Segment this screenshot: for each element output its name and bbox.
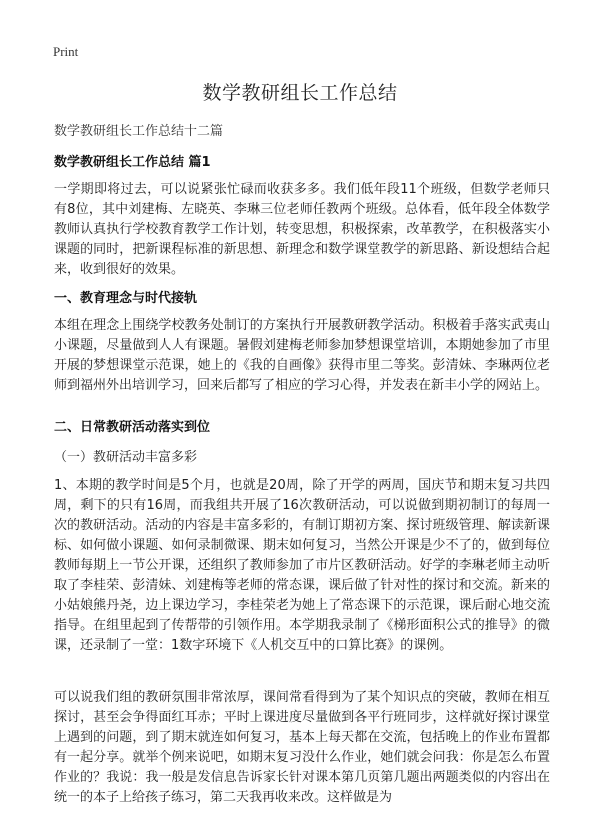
intro-paragraph: 一学期即将过去，可以说紧张忙碌而收获多多。我们低年段11个班级，但数学老师只有8位，其中刘建梅、左晓英、李琳三位老师任教两个班级。总体看，低年段全体数学教师认真执行学校教育教学工作计划，转变思想，积极探索，改革教学，在积极落实小课题的同时，把新课程标准的新思想、新理念和数学课堂教学的新思路、新设想结合起来，收到很好的效果。 xyxy=(54,182,550,277)
article-heading: 数学教研组长工作总结 篇1 xyxy=(54,155,211,170)
section-heading-1: 一、教育理念与时代接轨 xyxy=(54,291,198,306)
subsection-heading: （一）教研活动丰富多彩 xyxy=(54,450,198,465)
section-2-paragraph-2: 可以说我们组的教研氛围非常浓厚，课间常看得到为了某个知识点的突破，教师在相互探讨，甚至会争得面红耳赤；平时上课进度尽量做到各平行班同步，这样就好探讨课堂上遇到的问题，到了期末就连如何复习，基本上每天都在交流，包括晚上的作业布置都有一起分享。就举个例来说吧，如期末复习没什么作业，她们就会问我：你是怎么布置作业的？我说：我一般是发信息告诉家长针对课本第几页第几题出两题类似的内容出在统一的本子上给孩子练习，第二天我再收来改。这样做是为 xyxy=(54,690,550,805)
print-link[interactable]: Print xyxy=(53,44,79,59)
page-title: 数学教研组长工作总结 xyxy=(202,82,398,104)
document-subtitle: 数学教研组长工作总结十二篇 xyxy=(54,124,224,139)
section-2-paragraph: 1、本期的教学时间是5个月，也就是20周，除了开学的两周，国庆节和期末复习共四周，剩下的只有16周，而我组共开展了16次教研活动，可以说做到期初制订的每周一次的教研活动。活动的内容是丰富多彩的，有制订期初方案、探讨班级管理、解读新课标、如何做小课题、如何录制微课、期末如何复习，当然公开课是少不了的，做到每位教师每期上一节公开课，还组织了教师参加了市片区教研活动。好学的李琳老师主动听取了李桂荣、彭清妹、刘建梅等老师的常态课，课后做了针对性的探讨和交流。新来的小姑娘熊丹尧，边上课边学习，李桂荣老为她上了常态课下的示范课，课后耐心地交流指导。在组里起到了传帮带的引领作用。本学期我录制了《梯形面积公式的推导》的微课，还录制了一堂：1数字环境下《人机交互中的口算比赛》的课例。 xyxy=(54,478,550,653)
section-1-paragraph: 本组在理念上围绕学校教务处制订的方案执行开展教研教学活动。积极着手落实武夷山小课题，尽量做到人人有课题。暑假刘建梅老师参加梦想课堂培训，本期她参加了市里开展的梦想课堂示范课，她上的《我的自画像》获得市里二等奖。彭清妹、李琳两位老师到福州外出培训学习，回来后都写了相应的学习心得，并发表在新丰小学的网站上。 xyxy=(54,318,550,393)
section-heading-2: 二、日常教研活动落实到位 xyxy=(54,420,211,435)
